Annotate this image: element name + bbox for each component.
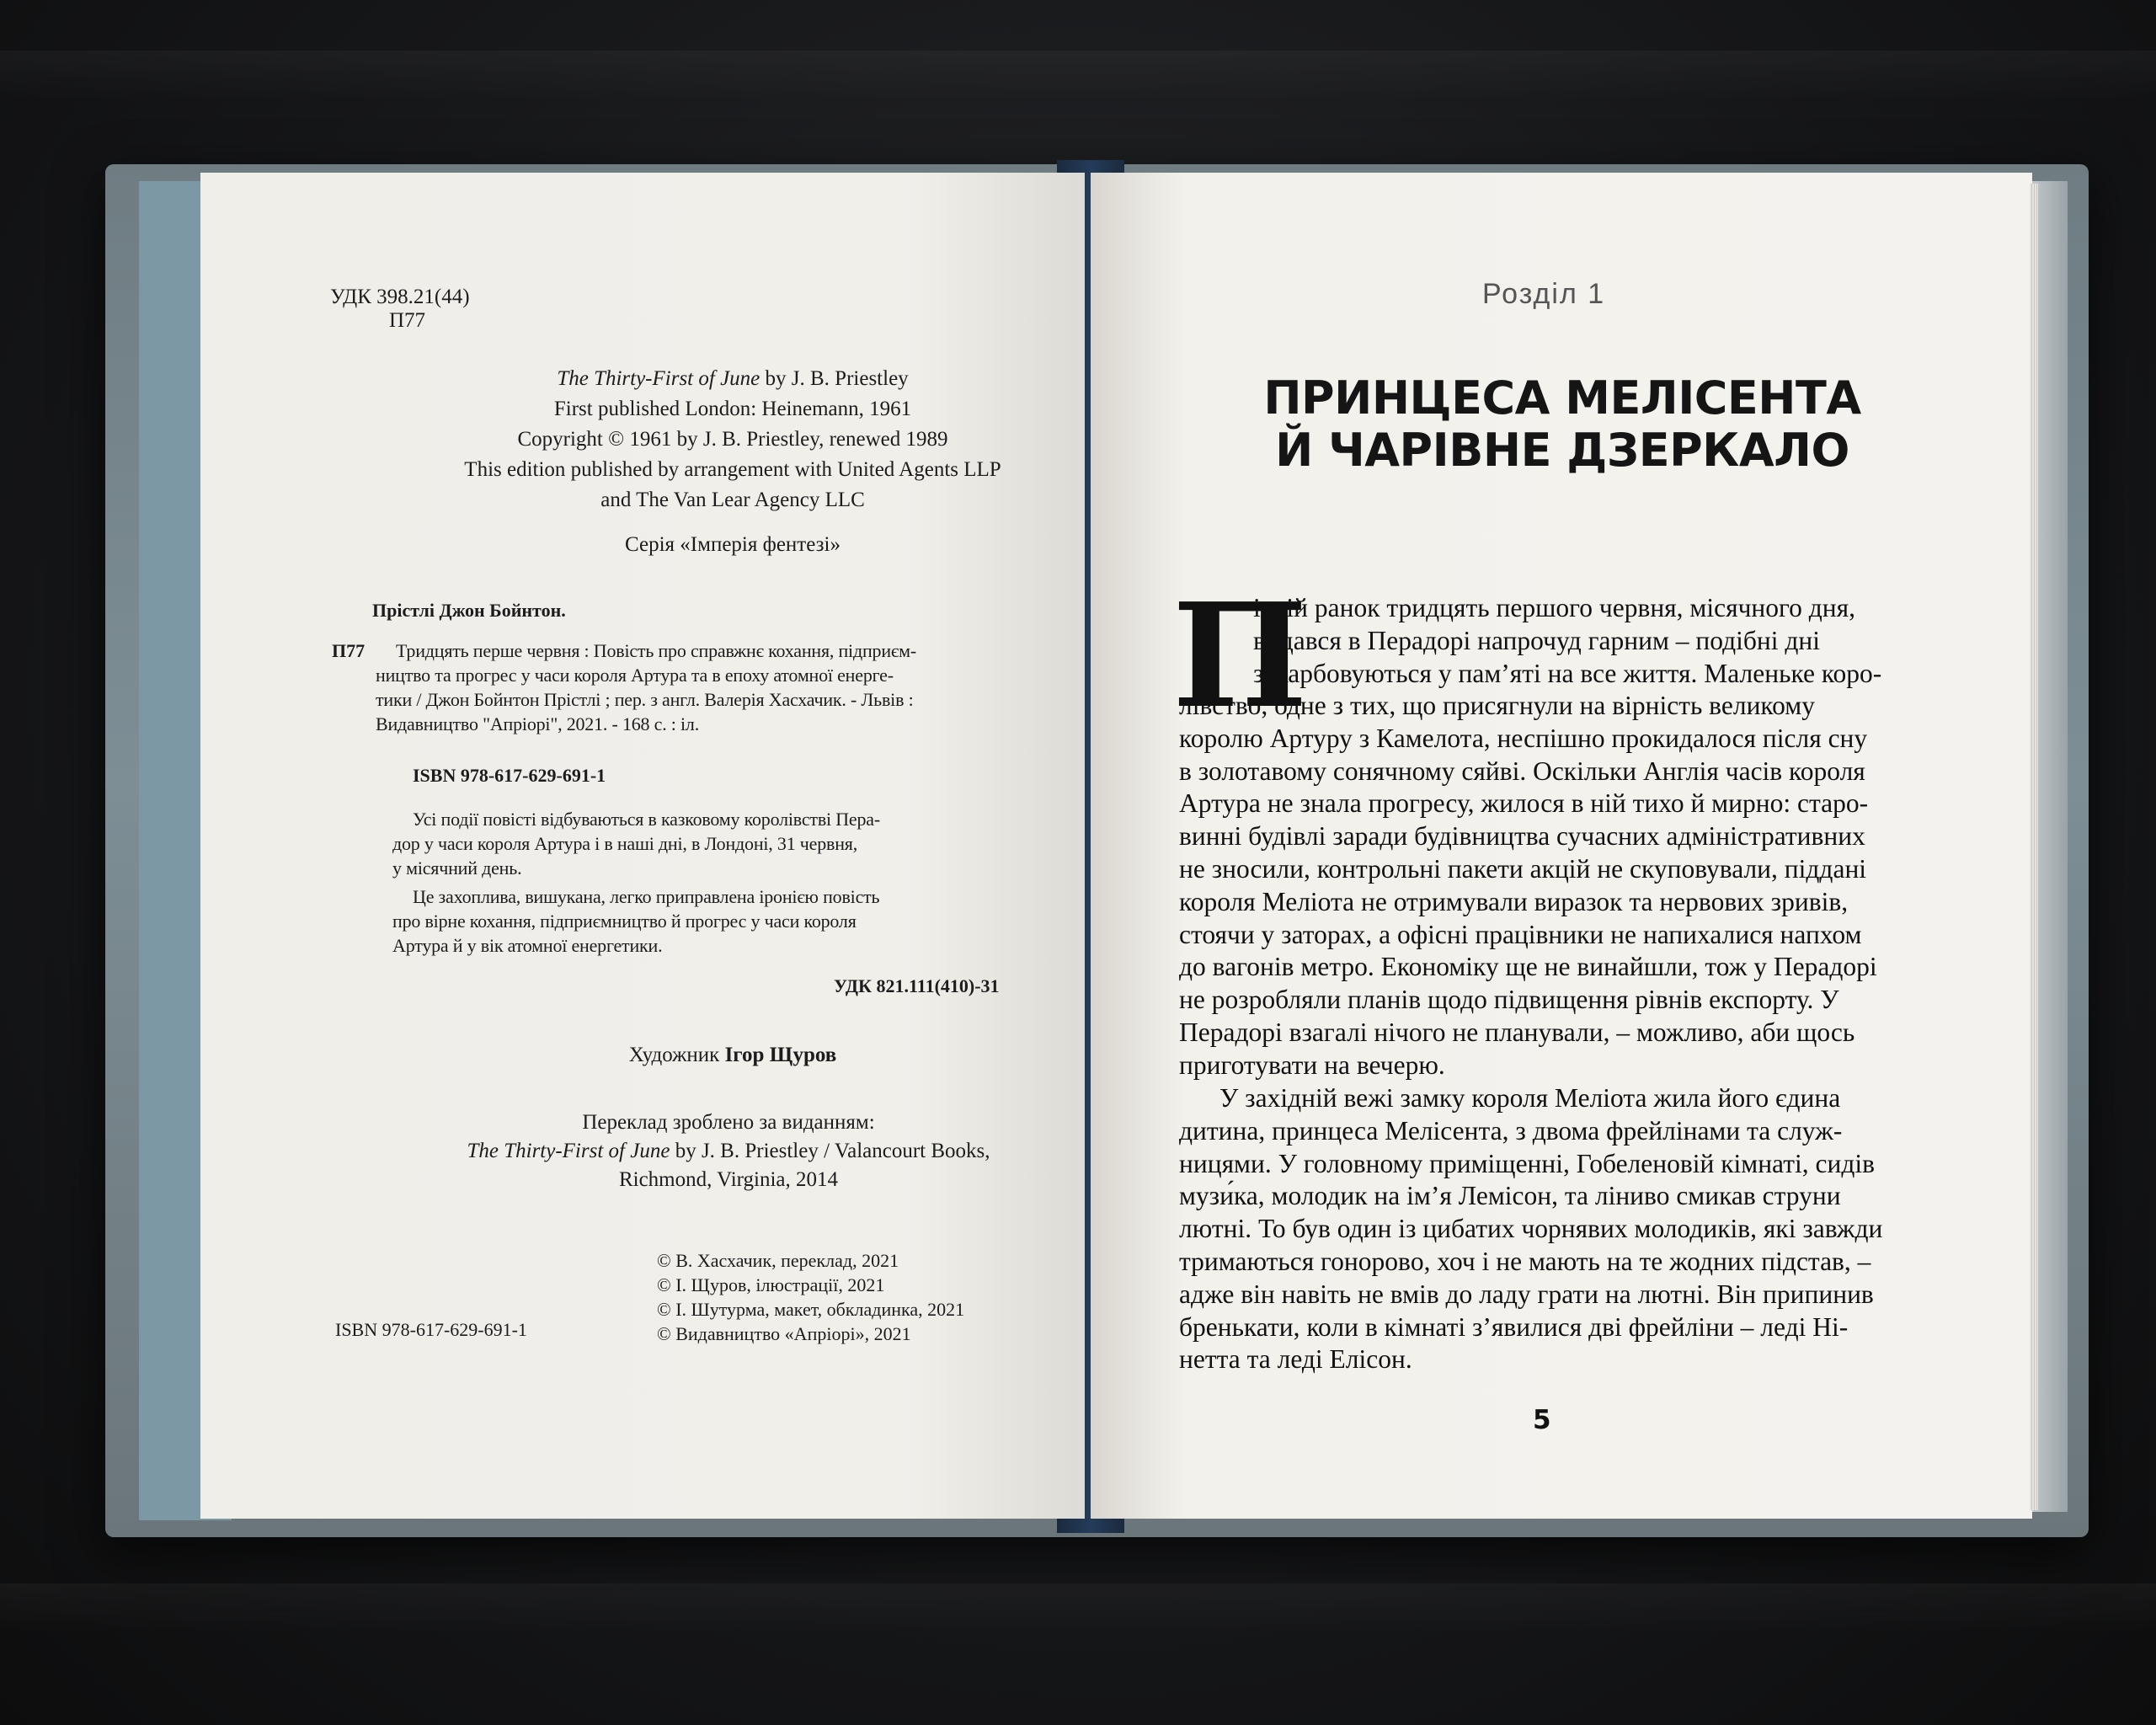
annotation-line: про вірне кохання, підприємництво й прогрес у часи короля (392, 911, 857, 932)
chapter-title (1246, 372, 1878, 477)
biblio-line: ництво та прогрес у часи короля Артура та в епоху атомної енерге- (376, 665, 894, 686)
original-author: by J. B. Priestley (760, 367, 909, 390)
chapter-label: Розділ 1 (1482, 278, 1606, 310)
text-line: Перадорі взагалі нічого не планували, – можливо, аби щось (1179, 1017, 1855, 1047)
biblio-line: Видавництво "Апріорі", 2021. - 168 с. : іл. (376, 713, 700, 734)
annotation-line: Усі події повісті відбуваються в казковому королівстві Пера- (413, 809, 880, 830)
copyright-line: © І. Шутурма, макет, обкладинка, 2021 (657, 1299, 965, 1320)
annotation-1 (392, 807, 1044, 880)
leather-fold (0, 1583, 2156, 1634)
annotation-line: Це захоплива, вишукана, легко приправлена іронією повість (413, 886, 880, 907)
text-line: тримаються гоноровo, хоч і не мають на те жодних підстав, – (1179, 1246, 1871, 1276)
artist-label: Художник (628, 1044, 725, 1066)
copyright-line: © І. Щуров, ілюстрації, 2021 (657, 1274, 885, 1295)
annotation-2 (392, 884, 1044, 958)
paragraph-1-indented (1253, 592, 1906, 690)
udk-top: УДК 398.21(44) (330, 286, 470, 308)
text-line: Артура не знала прогресу, жилося в ній тихо й мирно: старо- (1179, 788, 1869, 819)
text-line: видався в Перадорі напрочуд гарним – подібні дні (1253, 625, 1821, 655)
credits-line-5: and The Van Lear Agency LLC (600, 489, 865, 511)
text-line: дитина, принцеса Мелісента, з двома фрейлінами та служ- (1179, 1115, 1843, 1146)
bibliographic-record (376, 638, 1044, 736)
text-line: У західній вежі замку короля Меліота жила його єдина (1219, 1083, 1841, 1113)
text-line: винні будівлі заради будівництва сучасних адміністративних (1179, 821, 1865, 852)
drop-cap: П (1172, 572, 1308, 740)
credits-line-3: Copyright © 1961 by J. B. Priestley, renewed 1989 (517, 428, 948, 451)
text-line: ітній ранок тридцять першого червня, місячного дня, (1253, 593, 1856, 622)
credits-line-2: First published London: Heinemann, 1961 (553, 398, 912, 420)
isbn-bottom: ISBN 978-617-629-691-1 (335, 1319, 527, 1340)
translation-title: The Thirty-First of June (467, 1140, 670, 1162)
copyright-block (657, 1248, 964, 1346)
translation-publisher: by J. B. Priestley / Valancourt Books, (670, 1140, 990, 1162)
paragraph-1 (1179, 690, 1906, 1082)
catalog-code-side: П77 (332, 640, 366, 661)
text-line: лівство, одне з тих, що присягнули на вірність великому (1179, 691, 1815, 720)
translation-line-1: Переклад зроблено за виданням: (582, 1111, 875, 1134)
author-heading: Прістлі Джон Бойнтон. (372, 600, 566, 621)
text-line: не розробляли планів щодо підвищення рівнів експорту. У (1179, 985, 1839, 1015)
artist-name: Ігор Щуров (724, 1044, 837, 1066)
translation-line-3: Richmond, Virginia, 2014 (618, 1168, 839, 1191)
chapter-title-line: Й ЧАРІВНЕ ДЗЕРКАЛО (1275, 424, 1849, 477)
biblio-line: тики / Джон Бойнтон Прістлі ; пер. з англ. Валерія Хасхачик. - Львів : (376, 689, 914, 710)
credits-line-1 (312, 364, 1154, 394)
annotation-line: дор у часи короля Артура і в наші дні, в Лондоні, 31 червня, (392, 833, 858, 854)
text-line: закарбовуються у пам’яті на все життя. Маленьке коро- (1253, 658, 1882, 688)
page-number: 5 (1533, 1405, 1551, 1435)
annotation-line: у місячний день. (392, 857, 522, 879)
text-line: до вагонів метро. Економіку ще не винайшли, тож у Перадорі (1179, 952, 1877, 982)
udk-bottom: УДК 821.111(410)-31 (834, 975, 1000, 996)
credits-line-4: This edition published by arrangement with United Agents LLP (464, 458, 1001, 481)
text-line: нетта та леді Елісон. (1179, 1344, 1412, 1375)
catalog-code-top: П77 (389, 309, 426, 332)
series-line: Серія «Імперія фентезі» (625, 533, 841, 556)
original-title: The Thirty-First of June (557, 367, 760, 390)
text-line: лютні. То був один із цибатих чорнявих молодиків, які завжди (1179, 1214, 1883, 1244)
text-line: адже він навіть не вмів до ладу грати на лютні. Він припинив (1179, 1279, 1874, 1309)
credits-block (312, 364, 1154, 515)
paragraph-2 (1179, 1082, 1906, 1376)
text-line: бренькати, коли в кімнаті з’явилися дві фрейліни – леді Ні- (1179, 1311, 1849, 1342)
translation-source (303, 1108, 1154, 1194)
text-line: королю Артуру з Камелота, неспішно прокидалося після сну (1179, 723, 1868, 753)
artist-line (312, 1043, 1154, 1068)
text-line: ницями. У головному приміщенні, Гобеленовій кімнаті, сидів (1179, 1148, 1875, 1178)
biblio-line: Тридцять перше червня : Повість про справжнє кохання, підприєм- (396, 640, 916, 661)
isbn-bold: ISBN 978-617-629-691-1 (413, 765, 606, 786)
text-line: приготувати на вечерю. (1179, 1049, 1445, 1080)
text-line: не зносили, контрольні пакети акцій не скуповували, піддані (1179, 853, 1867, 884)
text-line: музи́ка, молодик на ім’я Лемісон, та ліниво смикав струни (1179, 1181, 1841, 1211)
text-line: короля Меліота не отримували виразок та нервових зривів, (1179, 886, 1849, 916)
page-edges (2030, 184, 2038, 1510)
leather-fold (0, 51, 2156, 101)
annotation-line: Артура й у вік атомної енергетики. (392, 935, 663, 956)
copyright-line: © Видавництво «Апріорі», 2021 (657, 1323, 911, 1344)
text-line: в золотавому сонячному сяйві. Оскільки Англія часів короля (1179, 756, 1865, 786)
translation-line-2 (303, 1137, 1154, 1166)
text-line: стоячи у заторах, а офісні працівники не напихалися напхом (1179, 919, 1862, 949)
chapter-title-line: ПРИНЦЕСА МЕЛІСЕНТА (1263, 371, 1861, 425)
copyright-line: © В. Хасхачик, переклад, 2021 (657, 1250, 899, 1271)
